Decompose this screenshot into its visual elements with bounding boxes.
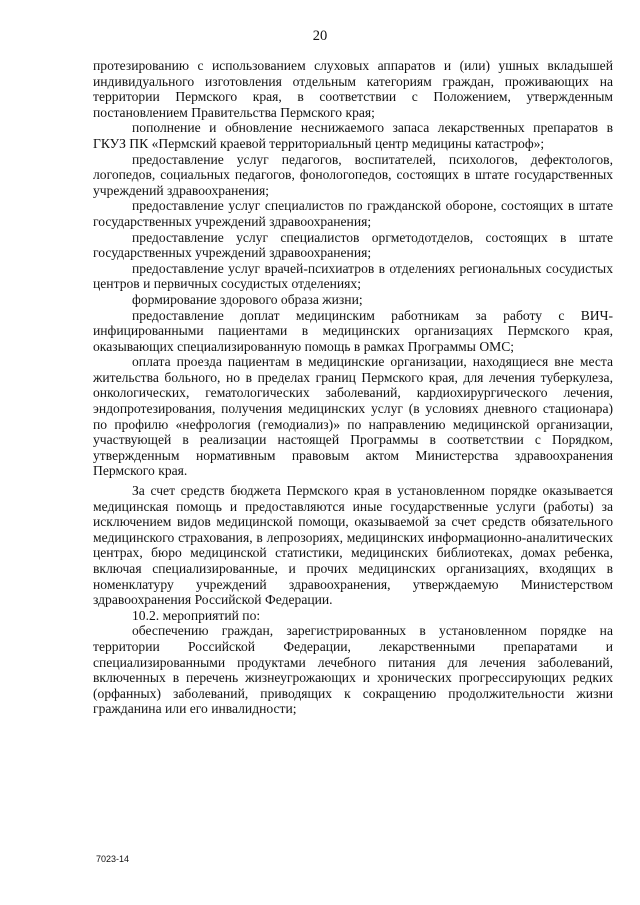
paragraph-teachers-services: предоставление услуг педагогов, воспитателей, психологов, дефектологов, логопедов, социальных педагогов, фонологопедов, состоящих в штате государственных учреждений здравоохранения; (93, 151, 613, 198)
document-code: 7023-14 (96, 854, 130, 864)
page-number: 20 (312, 28, 328, 44)
paragraph-orphan-diseases: обеспечению граждан, зарегистрированных в установленном порядке на территории Российской Федерации, лекарственными препаратами и специализированными продуктами лечебного питания для лечения заболеваний, включенных в перечень жизнеугрожающих и хронических прогрессирующих редких (орфанных) заболеваний, приводящих к сокращению продолжительности жизни гражданина или его инвалидности; (93, 623, 613, 717)
paragraph-regional-budget: За счет средств бюджета Пермского края в установленном порядке оказывается медицинская помощь и предоставляются иные государственные услуги (работы) за исключением видов медицинской помощи, оказываемой за счет средств обязательного медицинского страхования, в лепрозориях, медицинских информационно-аналитических центрах, бюро медицинской статистики, медицинских библиотеках, домах ребенка, включая специализированные, и прочих медицинских организациях, входящих в номенклатуру учреждений здравоохранения, утверждаемую Министерством здравоохранения Российской Федерации. (93, 483, 613, 608)
paragraph-civil-defense: предоставление услуг специалистов по гражданской обороне, состоящих в штате государственных учреждений здравоохранения; (93, 198, 613, 229)
paragraph-hearing-aids: протезированию с использованием слуховых аппаратов и (или) ушных вкладышей индивидуального изготовления отдельным категориям граждан, проживающих на территории Пермского края, в соответствии с Положением, утвержденным постановлением Правительства Пермского края; (93, 58, 613, 120)
paragraph-psychiatrists: предоставление услуг врачей-психиатров в отделениях региональных сосудистых центров и первичных сосудистых отделениях; (93, 260, 613, 292)
paragraph-healthy-lifestyle: формирование здорового образа жизни; (132, 291, 363, 307)
paragraph-travel-payment: оплата проезда пациентам в медицинские организации, находящиеся вне места жительства больного, но в пределах границ Пермского края, для лечения туберкулеза, онкологических, гематологических заболеваний, кардиохирургического лечения, эндопротезирования, получения медицинских услуг (в условиях дневного стационара) по профилю «нефрология (гемодиализ)» по направлению медицинской организации, участвующей в реализации настоящей Программы в соответствии с Порядком, утвержденным нормативным правовым актом Министерства здравоохранения Пермского края. (93, 354, 613, 479)
paragraph-orgmethod-specialists: предоставление услуг специалистов оргметодотделов, состоящих в штате государственных учреждений здравоохранения; (93, 229, 613, 261)
paragraph-medicine-reserve: пополнение и обновление неснижаемого запаса лекарственных препаратов в ГКУЗ ПК «Пермский краевой территориальный центр медицины катастроф»; (93, 120, 613, 151)
section-heading-10-2: 10.2. мероприятий по: (132, 607, 261, 623)
paragraph-hiv-payments: предоставление доплат медицинским работникам за работу с ВИЧ-инфицированными пациентами в медицинских организациях Пермского края, оказывающих специализированную помощь в рамках Программы ОМС; (93, 307, 613, 354)
document-body (93, 58, 613, 717)
